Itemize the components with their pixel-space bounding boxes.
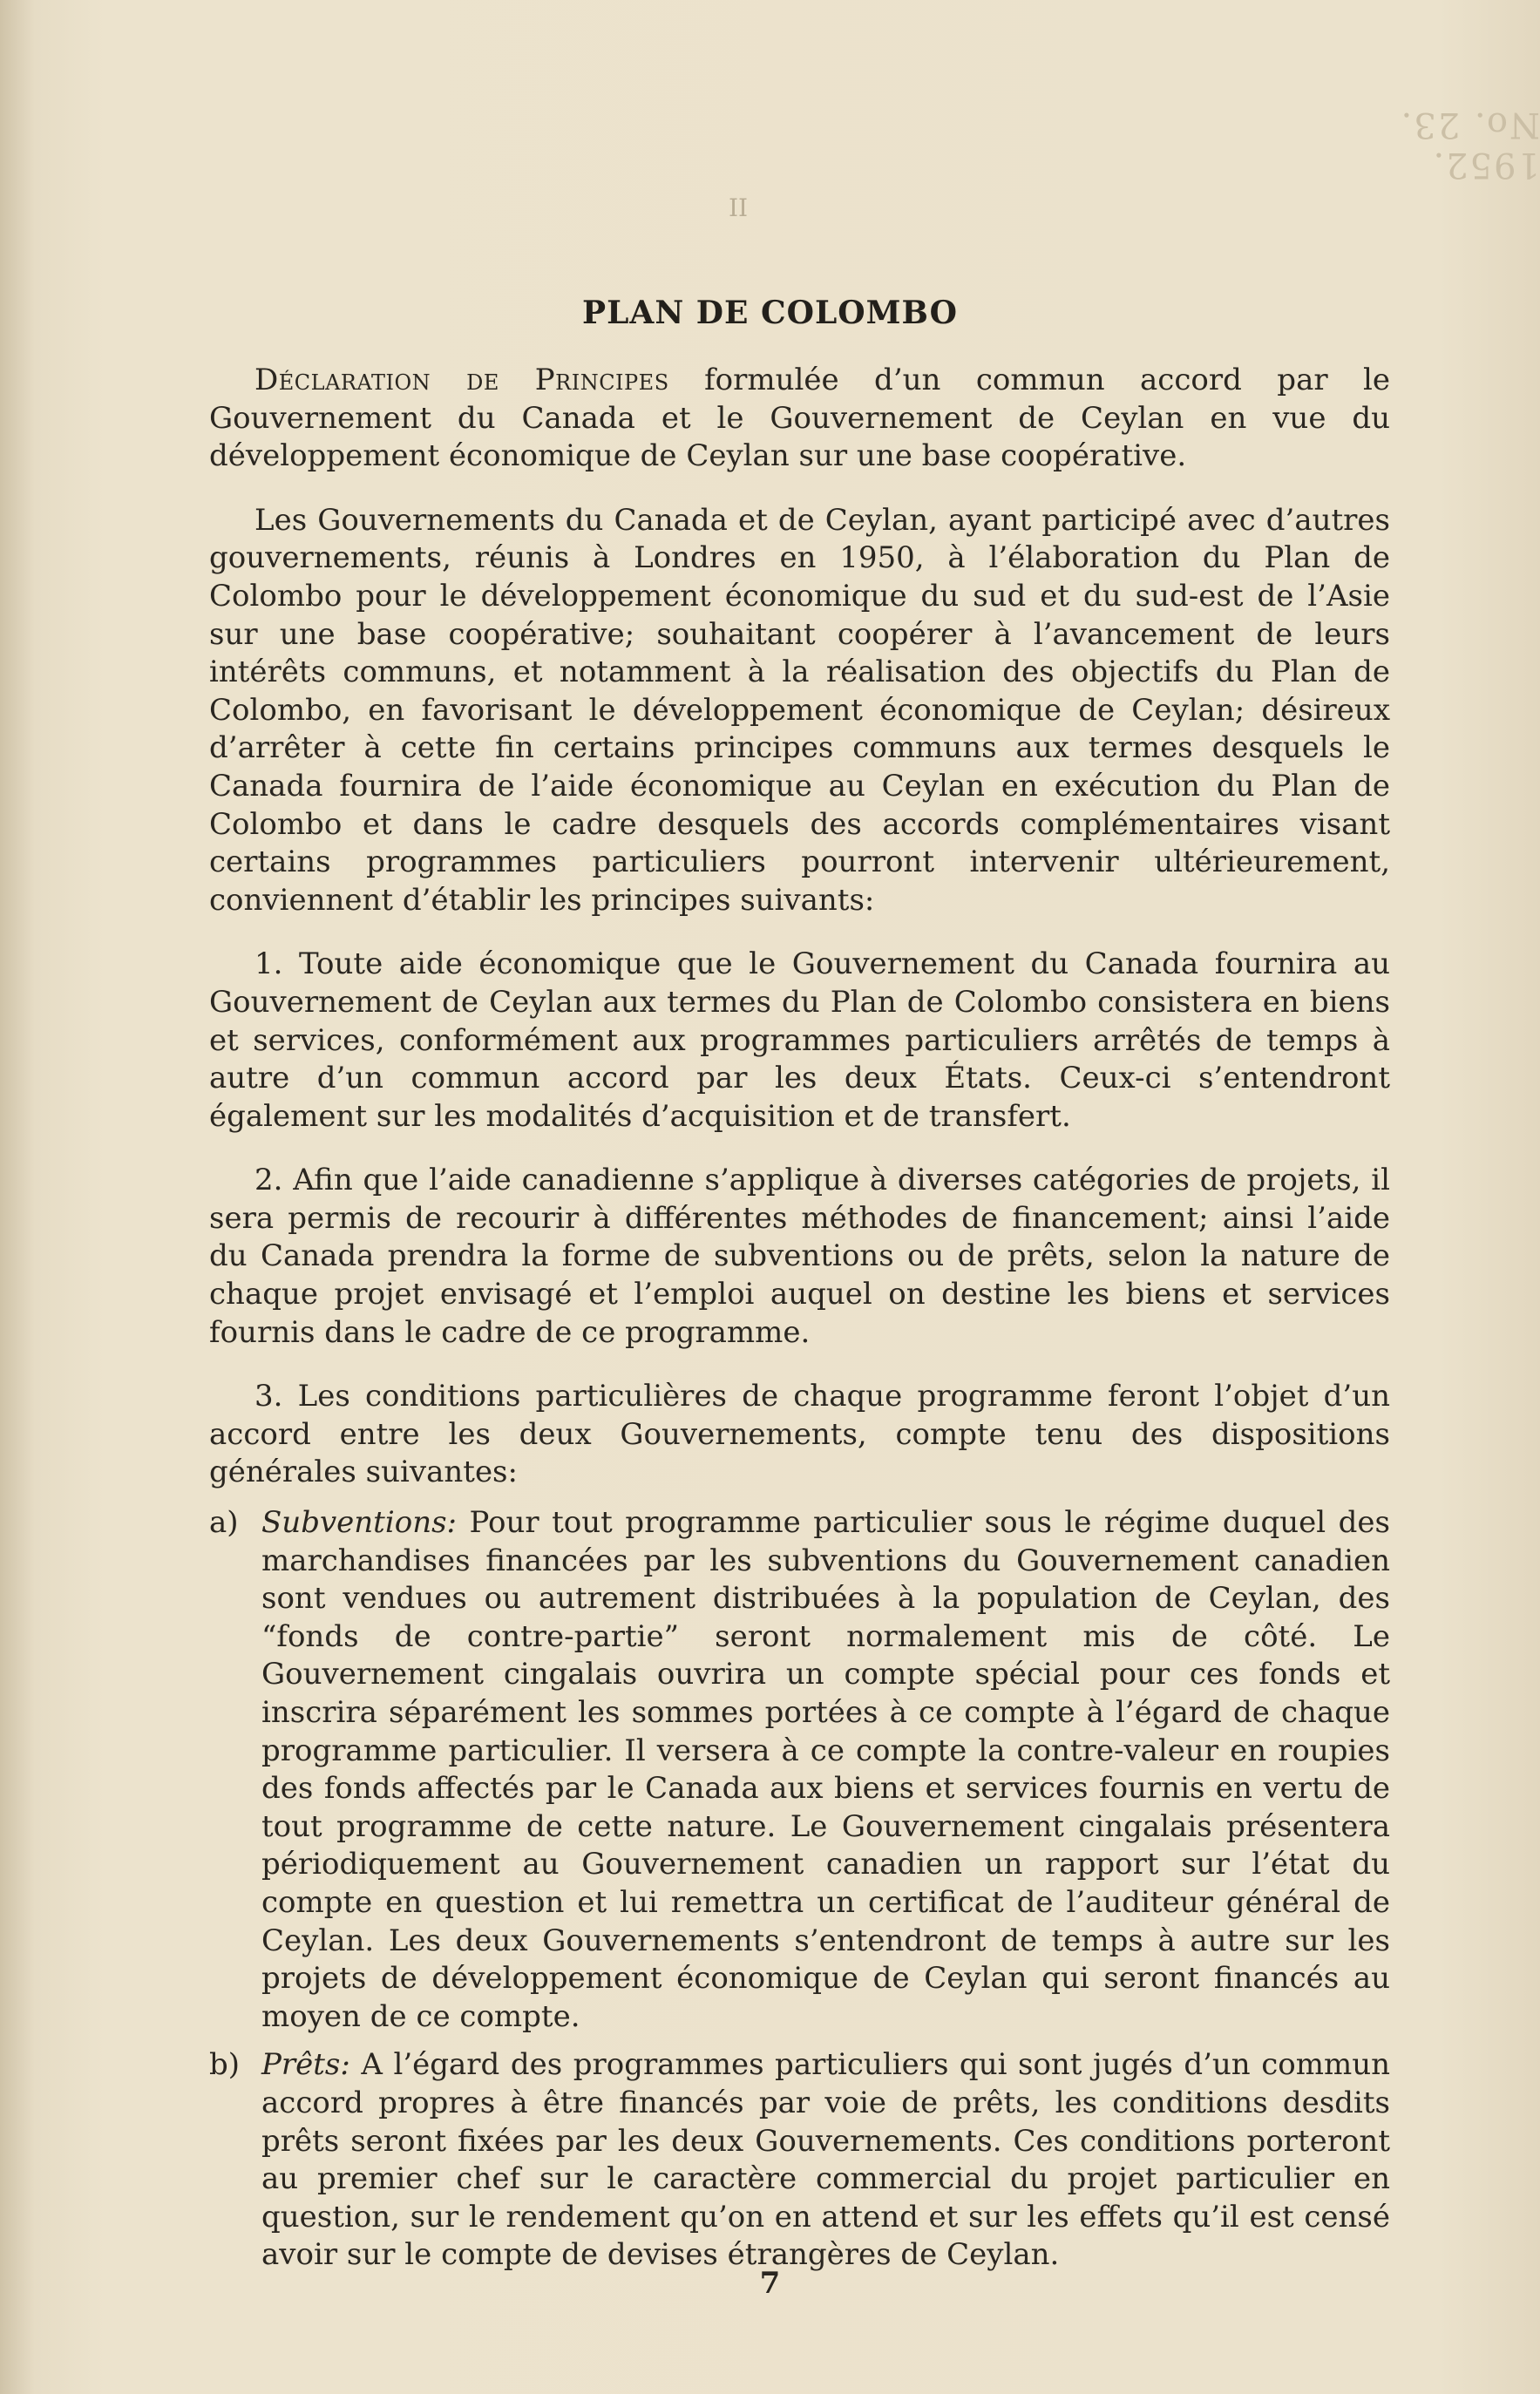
item-label: b) (209, 2047, 241, 2083)
principle-1: 1. Toute aide économique que le Gouvernement du Canada fournira au Gouvernement de Ceylan aux termes du Plan de Colombo consistera en biens et services, conformément aux programmes particuliers arrêtés de temps à autre d’un commun accord par les deux États. Ceux-ci s’entendront également sur les modalités d’acquisition et de transfert. (209, 946, 1390, 1134)
declaration-paragraph (209, 362, 1390, 476)
page-title: PLAN DE COLOMBO (582, 295, 958, 331)
principle-2: 2. Afin que l’aide canadienne s’applique à diverses catégories de projets, il sera permis de recourir à différentes méthodes de financement; ainsi l’aide du Canada prendra la forme de subventions ou de prêts, selon la nature de chaque projet envisagé et l’emploi auquel on destine les biens et services fournis dans le cadre de ce programme. (209, 1163, 1390, 1350)
bleed-through-header: 1952. No. 23. (1399, 105, 1540, 185)
item-heading: Subventions: (261, 1505, 457, 1541)
document-body (209, 362, 1390, 2275)
item-text (261, 1504, 1390, 2036)
item-label: a) (209, 1505, 239, 1541)
principle-3: 3. Les conditions particulières de chaque programme feront l’objet d’un accord entre les deux Gouvernements, compte tenu des dispositions générales suivantes: (209, 1379, 1390, 1490)
preamble-paragraph: Les Gouvernements du Canada et de Ceylan, ayant participé avec d’autres gouvernements, réunis à Londres en 1950, à l’élaboration du Plan de Colombo pour le développement économique du sud et du sud-est de l’Asie sur une base coopérative; souhaitant coopérer à l’avancement de leurs intérêts communs, et notamment à la réalisation des objectifs du Plan de Colombo, en favorisant le développement économique de Ceylan; désireux d’arrêter à cette fin certains principes communs aux termes desquels le Canada fournira de l’aide économique au Ceylan en exécution du Plan de Colombo et dans le cadre desquels des accords complémentaires visant certains programmes particuliers pourront intervenir ultérieurement, conviennent d’établir les principes suivants: (209, 502, 1390, 918)
item-body: Pour tout programme particulier sous le régime duquel des marchandises financées par les subventions du Gouvernement canadien sont vendues ou autrement distribuées à la population de Ceylan, des “fonds de contre-partie” seront normalement mis de côté. Le Gouvernement cingalais ouvrira un compte spécial pour ces fonds et inscrira séparément les sommes portées à ce compte à l’égard de chaque programme particulier. Il versera à ce compte la contre-valeur en roupies des fonds affectés par le Canada aux biens et services fournis en vertu de tout programme de cette nature. Le Gouvernement cingalais présentera périodiquement au Gouvernement canadien un rapport sur l’état du compte en question et lui remettra un certificat de l’auditeur général de Ceylan. Les deux Gouvernements s’entendront de temps à autre sur les projets de développement économique de Ceylan qui seront financés au moyen de ce compte. (261, 1505, 1390, 2034)
section-number: II (729, 193, 749, 222)
item-body: A l’égard des programmes particuliers qui sont jugés d’un commun accord propres à être financés par voie de prêts, les conditions desdits prêts seront fixées par les deux Gouvernements. Ces conditions porteront au premier chef sur le caractère commercial du projet particulier en question, sur le rendement qu’on en attend et sur les effets qu’il est censé avoir sur le compte de devises étrangères de Ceylan. (261, 2047, 1390, 2273)
list-item-subventions (209, 1504, 1390, 2036)
declaration-rest: formulée d’un commun accord par le Gouvernement du Canada et le Gouvernement de Ceylan en vue du développement économique de Ceylan sur une base coopérative. (209, 363, 1390, 474)
item-heading: Prêts: (261, 2047, 350, 2083)
item-text (261, 2046, 1390, 2275)
declaration-lead: Déclaration de Principes (254, 363, 669, 397)
list-item-prets (209, 2046, 1390, 2275)
page-number: 7 (759, 2266, 781, 2301)
